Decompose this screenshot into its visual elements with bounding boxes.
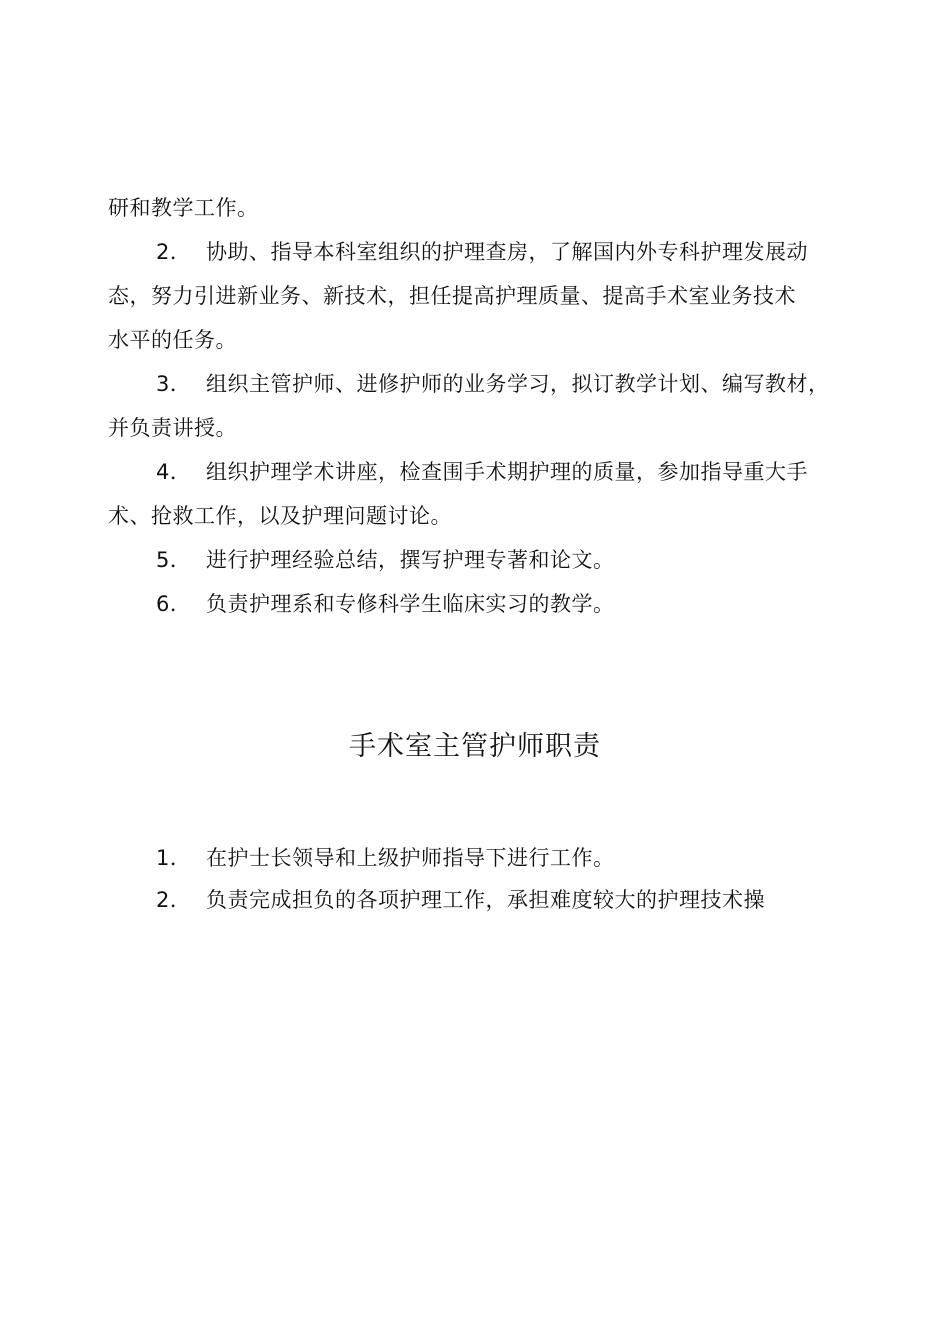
- item-number: 2．: [156, 240, 192, 264]
- list-item-3: [156, 370, 830, 398]
- item-text-line: 进行护理经验总结，撰写护理专著和论文。: [206, 548, 615, 572]
- item-number: 6．: [156, 592, 192, 616]
- item-text-line: 负责护理系和专修科学生临床实习的教学。: [206, 592, 615, 616]
- item-text-line: 水平的任务。: [108, 328, 237, 352]
- item-text-line: 负责完成担负的各项护理工作，承担难度较大的护理技术操: [206, 888, 765, 912]
- item-text-line: 组织护理学术讲座，检查围手术期护理的质量，参加指导重大手: [206, 460, 808, 484]
- list-item-4: [156, 458, 808, 486]
- item-text-line: 并负责讲授。: [108, 416, 237, 440]
- item-text-line: 协助、指导本科室组织的护理查房，了解国内外专科护理发展动: [206, 240, 808, 264]
- item-text-line: 态，努力引进新业务、新技术，担任提高护理质量、提高手术室业务技术: [108, 284, 796, 308]
- section-title: 手术室主管护师职责: [349, 731, 601, 762]
- item-number: 2．: [156, 888, 192, 912]
- list-item-1: [156, 844, 615, 872]
- item-number: 5．: [156, 548, 192, 572]
- item-number: 3．: [156, 372, 192, 396]
- continuation-text: 研和教学工作。: [108, 196, 259, 220]
- item-number: 1．: [156, 846, 192, 870]
- list-item-6: [156, 590, 615, 618]
- item-text-line: 在护士长领导和上级护师指导下进行工作。: [206, 846, 615, 870]
- item-text-line: 术、抢救工作，以及护理问题讨论。: [108, 504, 452, 528]
- item-text-line: 组织主管护师、进修护师的业务学习，拟订教学计划、编写教材，: [206, 372, 830, 396]
- list-item-2: [156, 886, 765, 914]
- list-item-5: [156, 546, 615, 574]
- item-number: 4．: [156, 460, 192, 484]
- list-item-2: [156, 238, 808, 266]
